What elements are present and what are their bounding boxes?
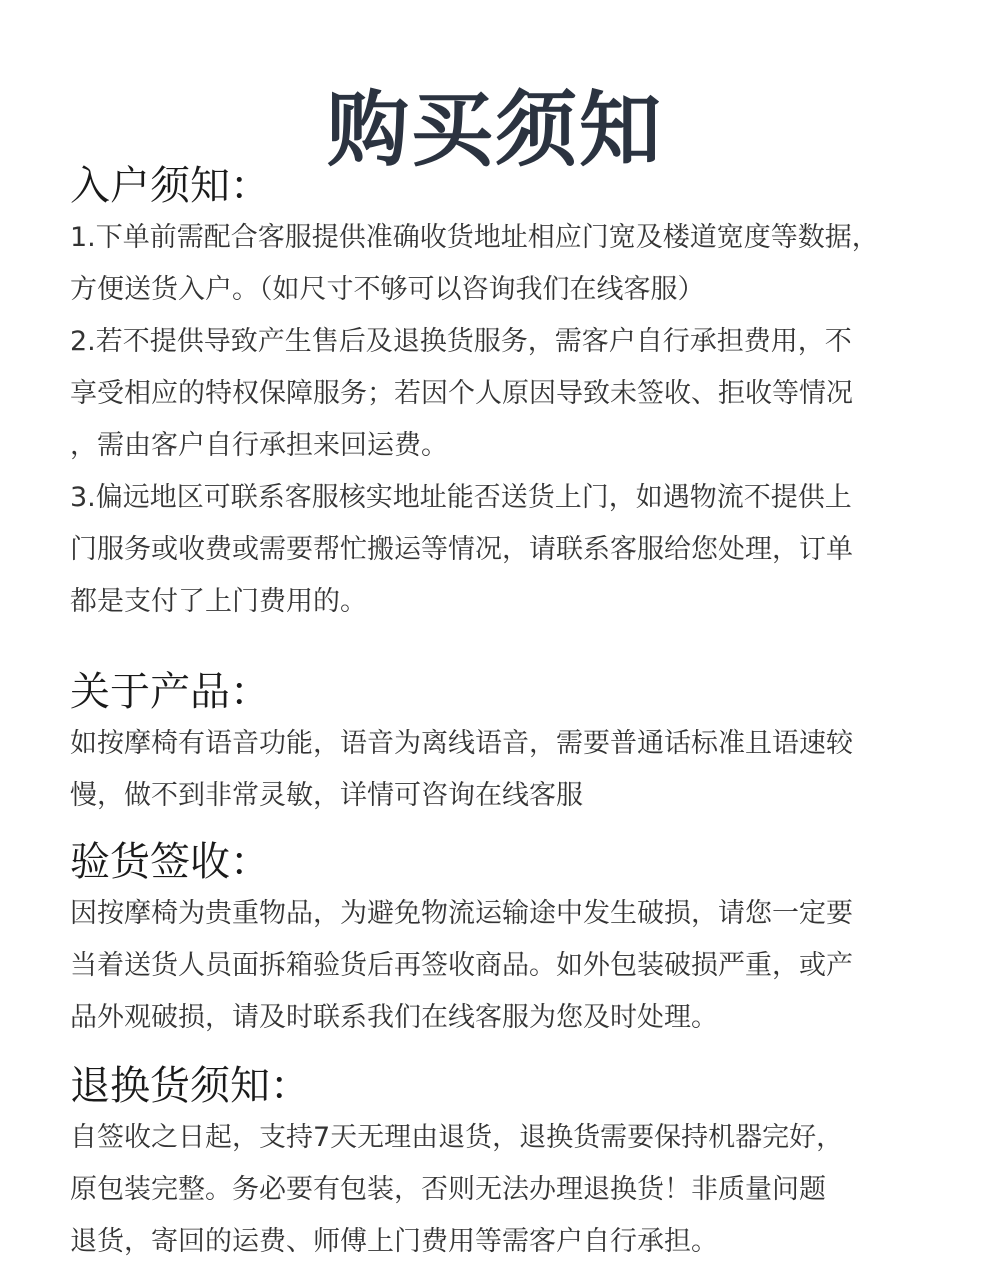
body-line: 都是支付了上门费用的。 [70, 586, 367, 617]
body-line: 自签收之日起，支持7天无理由退货，退换货需要保持机器完好， [70, 1122, 844, 1153]
section-body [70, 212, 950, 628]
body-line: 慢，做不到非常灵敏，详情可咨询在线客服 [70, 780, 583, 811]
body-line: 方便送货入户。（如尺寸不够可以咨询我们在线客服） [70, 274, 705, 305]
section-inspection-signoff [70, 836, 950, 1044]
body-line: 品外观破损，请及时联系我们在线客服为您及时处理。 [70, 1002, 718, 1033]
page-title: 购买须知 [326, 82, 663, 178]
section-about-product [70, 666, 950, 822]
body-line: 门服务或收费或需要帮忙搬运等情况，请联系客服给您处理，订单 [70, 534, 853, 565]
section-return-policy [70, 1060, 950, 1268]
section-heading: 验货签收： [70, 839, 270, 885]
section-body [70, 718, 950, 822]
body-line: 享受相应的特权保障服务；若因个人原因导致未签收、拒收等情况 [70, 378, 853, 409]
body-line: 3.偏远地区可联系客服核实地址能否送货上门，如遇物流不提供上 [70, 482, 852, 513]
section-heading: 入户须知： [70, 163, 270, 209]
section-heading: 退换货须知： [70, 1063, 310, 1109]
body-line: 2.若不提供导致产生售后及退换货服务，需客户自行承担费用，不 [70, 326, 852, 357]
body-line: ，需由客户自行承担来回运费。 [70, 430, 448, 461]
body-line: 因按摩椅为贵重物品，为避免物流运输途中发生破损，请您一定要 [70, 898, 853, 929]
body-line: 原包装完整。务必要有包装，否则无法办理退换货！非质量问题 [70, 1174, 826, 1205]
section-body [70, 1112, 950, 1268]
section-delivery-notice [70, 160, 950, 628]
body-line: 退货，寄回的运费、师傅上门费用等需客户自行承担。 [70, 1226, 718, 1257]
body-line: 1.下单前需配合客服提供准确收货地址相应门宽及楼道宽度等数据， [70, 222, 879, 253]
body-line: 如按摩椅有语音功能，语音为离线语音，需要普通话标准且语速较 [70, 728, 853, 759]
section-body [70, 888, 950, 1044]
section-heading: 关于产品： [70, 669, 270, 715]
body-line: 当着送货人员面拆箱验货后再签收商品。如外包装破损严重，或产 [70, 950, 853, 981]
